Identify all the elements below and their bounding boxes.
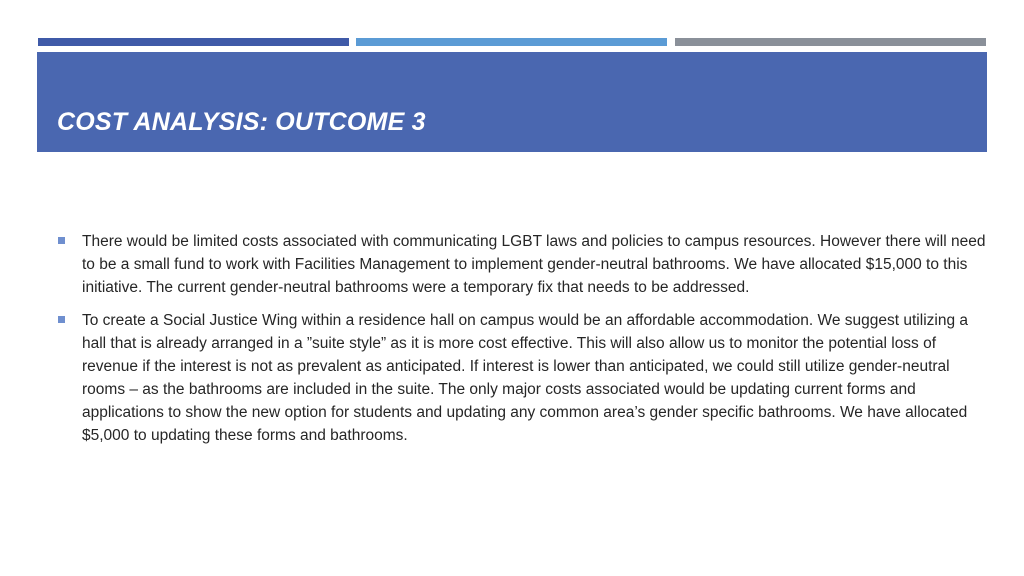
slide-title: COST ANALYSIS: OUTCOME 3 bbox=[57, 108, 426, 136]
accent-bar-light-blue bbox=[356, 38, 667, 46]
accent-bar-gray bbox=[675, 38, 986, 46]
bullet-item bbox=[56, 309, 986, 447]
accent-bar-dark-blue bbox=[38, 38, 349, 46]
bullet-text: To create a Social Justice Wing within a residence hall on campus would be an affordable accommodation. We suggest utilizing a hall that is already arranged in a ”suite style” as it is more cost effective. This will also allow us to monitor the potential loss of revenue if the interest is not as prevalent as anticipated. If interest is lower than anticipated, we could still utilize gender-neutral rooms – as the bathrooms are included in the suite. The only major costs associated would be updating current forms and applications to show the new option for students and updating any common area’s gender specific bathrooms. We have allocated $5,000 to updating these forms and bathrooms. bbox=[82, 312, 968, 444]
square-bullet-icon bbox=[58, 316, 65, 323]
bullet-item bbox=[56, 230, 986, 299]
bullet-list bbox=[56, 230, 986, 447]
bullet-text: There would be limited costs associated with communicating LGBT laws and policies to campus resources. However there will need to be a small fund to work with Facilities Management to implement gender-neutral bathrooms. We have allocated $15,000 to this initiative. The current gender-neutral bathrooms were a temporary fix that needs to be addressed. bbox=[82, 233, 986, 296]
slide-content bbox=[56, 230, 986, 457]
square-bullet-icon bbox=[58, 237, 65, 244]
title-band bbox=[37, 52, 987, 152]
